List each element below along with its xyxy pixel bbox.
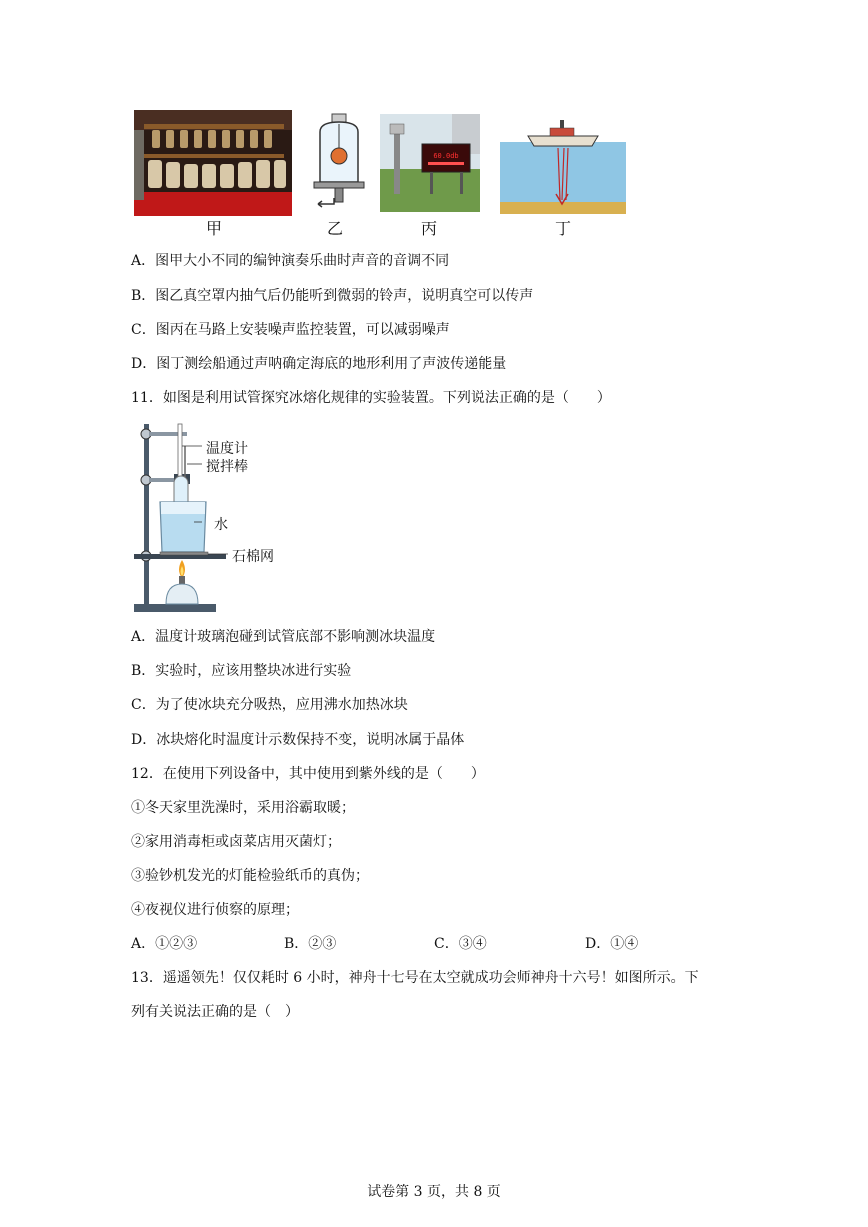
q10-option-d: D．图丁测绘船通过声呐确定海底的地形利用了声波传递能量 xyxy=(131,356,507,372)
q12-option-a: A．①②③ xyxy=(131,936,198,952)
q11-option-a: A．温度计玻璃泡碰到试管底部不影响测冰块温度 xyxy=(131,629,436,645)
label-water: 水 xyxy=(214,517,228,533)
page-footer: 试卷第 3 页，共 8 页 xyxy=(367,1184,501,1200)
q11-option-b: B．实验时，应该用整块冰进行实验 xyxy=(131,663,352,679)
q12-item-2: ②家用消毒柜或卤菜店用灭菌灯； xyxy=(131,834,341,850)
figure-jia-bianzhong xyxy=(134,110,292,216)
q12-option-d: D．①④ xyxy=(585,936,639,952)
noise-display-text: 60.0db xyxy=(433,152,459,160)
q12-item-4: ④夜视仪进行侦察的原理； xyxy=(131,902,299,918)
q12-item-1: ①冬天家里洗澡时，采用浴霸取暖； xyxy=(131,800,355,816)
q12-stem: 12．在使用下列设备中，其中使用到紫外线的是（ ） xyxy=(131,766,485,782)
figure-label-bing: 丙 xyxy=(421,219,438,238)
label-stirrer: 搅拌棒 xyxy=(206,459,248,475)
q13-stem-line2: 列有关说法正确的是（ ） xyxy=(131,1004,299,1020)
q12-item-3: ③验钞机发光的灯能检验纸币的真伪； xyxy=(131,868,369,884)
q12-option-b: B．②③ xyxy=(284,936,337,952)
q12-option-c: C．③④ xyxy=(434,936,487,952)
figure-label-yi: 乙 xyxy=(327,219,344,238)
q11-option-d: D．冰块熔化时温度计示数保持不变，说明冰属于晶体 xyxy=(131,732,465,748)
figure-label-ding: 丁 xyxy=(555,219,572,238)
figure-yi-vacuum-bell xyxy=(310,112,368,212)
label-asbestos-gauze: 石棉网 xyxy=(232,549,274,565)
q10-option-c: C．图丙在马路上安装噪声监控装置，可以减弱噪声 xyxy=(131,322,450,338)
q10-option-a: A．图甲大小不同的编钟演奏乐曲时声音的音调不同 xyxy=(131,253,450,269)
label-thermometer: 温度计 xyxy=(206,441,248,457)
q11-option-c: C．为了使冰块充分吸热，应用沸水加热冰块 xyxy=(131,697,408,713)
q13-stem-line1: 13．遥遥领先！仅仅耗时 6 小时，神舟十七号在太空就成功会师神舟十六号！如图所示。下 xyxy=(131,970,699,986)
q11-stem: 11．如图是利用试管探究冰熔化规律的实验装置。下列说法正确的是（ ） xyxy=(131,390,611,406)
q10-option-b: B．图乙真空罩内抽气后仍能听到微弱的铃声，说明真空可以传声 xyxy=(131,288,534,304)
figure-bing-noise-monitor xyxy=(380,114,480,212)
figure-ding-sonar-ship xyxy=(500,114,626,214)
figure-label-jia: 甲 xyxy=(206,219,223,238)
